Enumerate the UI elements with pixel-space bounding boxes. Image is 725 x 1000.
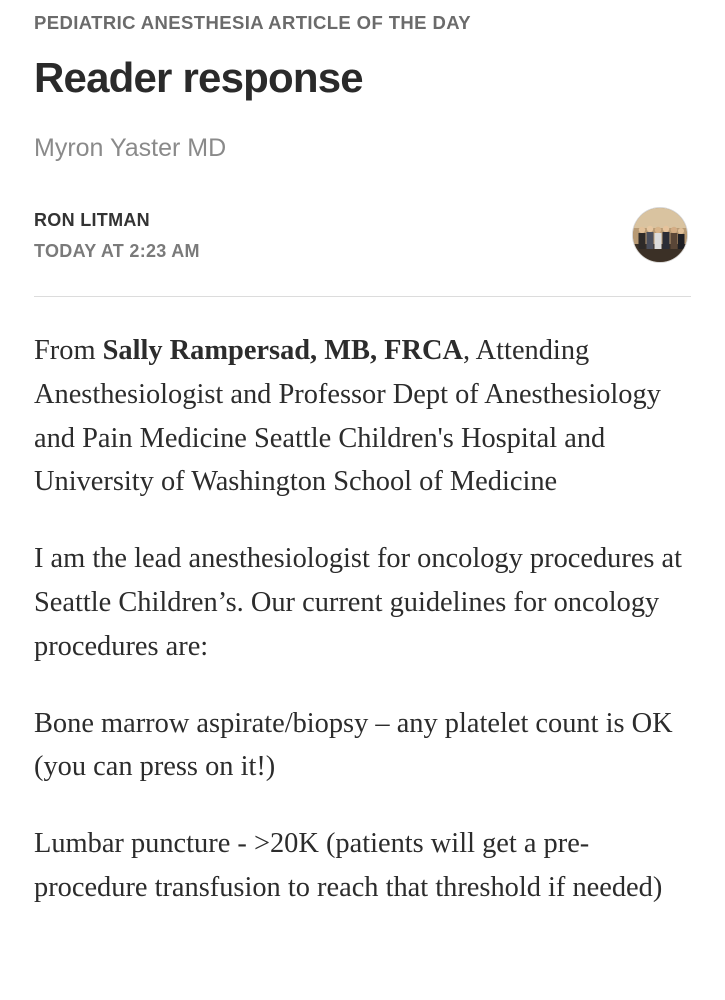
section-kicker[interactable]: PEDIATRIC ANESTHESIA ARTICLE OF THE DAY: [34, 12, 472, 33]
author-avatar[interactable]: [633, 208, 687, 262]
paragraph-bone-marrow: Bone marrow aspirate/biopsy – any platelet count is OK (you can press on it!): [34, 707, 673, 783]
respondent-affiliation: , Attending Anesthesiologist and Professor Dept of Anesthesiology and Pain Medicine Seattle Children's Hospital and University of Washington School of Medicine: [34, 335, 661, 498]
group-photo-avatar-icon: [633, 208, 687, 262]
paragraph-affiliation: [34, 329, 691, 504]
paragraph-lumbar-puncture: Lumbar puncture - >20K (patients will get a pre-procedure transfusion to reach that threshold if needed): [34, 828, 663, 903]
publish-timestamp: TODAY AT 2:23 AM: [34, 241, 200, 261]
article-title: Reader response: [34, 54, 363, 101]
respondent-name: Sally Rampersad, MB, FRCA: [102, 335, 464, 366]
byline: [34, 207, 200, 264]
paragraph-intro: I am the lead anesthesiologist for oncology procedures at Seattle Children’s. Our current guidelines for oncology procedures are:: [34, 543, 683, 662]
byline-divider: [34, 296, 691, 297]
article-subtitle: Myron Yaster MD: [34, 134, 227, 162]
article-body: [34, 329, 691, 943]
author-name[interactable]: RON LITMAN: [34, 210, 150, 230]
paragraph-prefix: From: [34, 335, 103, 366]
